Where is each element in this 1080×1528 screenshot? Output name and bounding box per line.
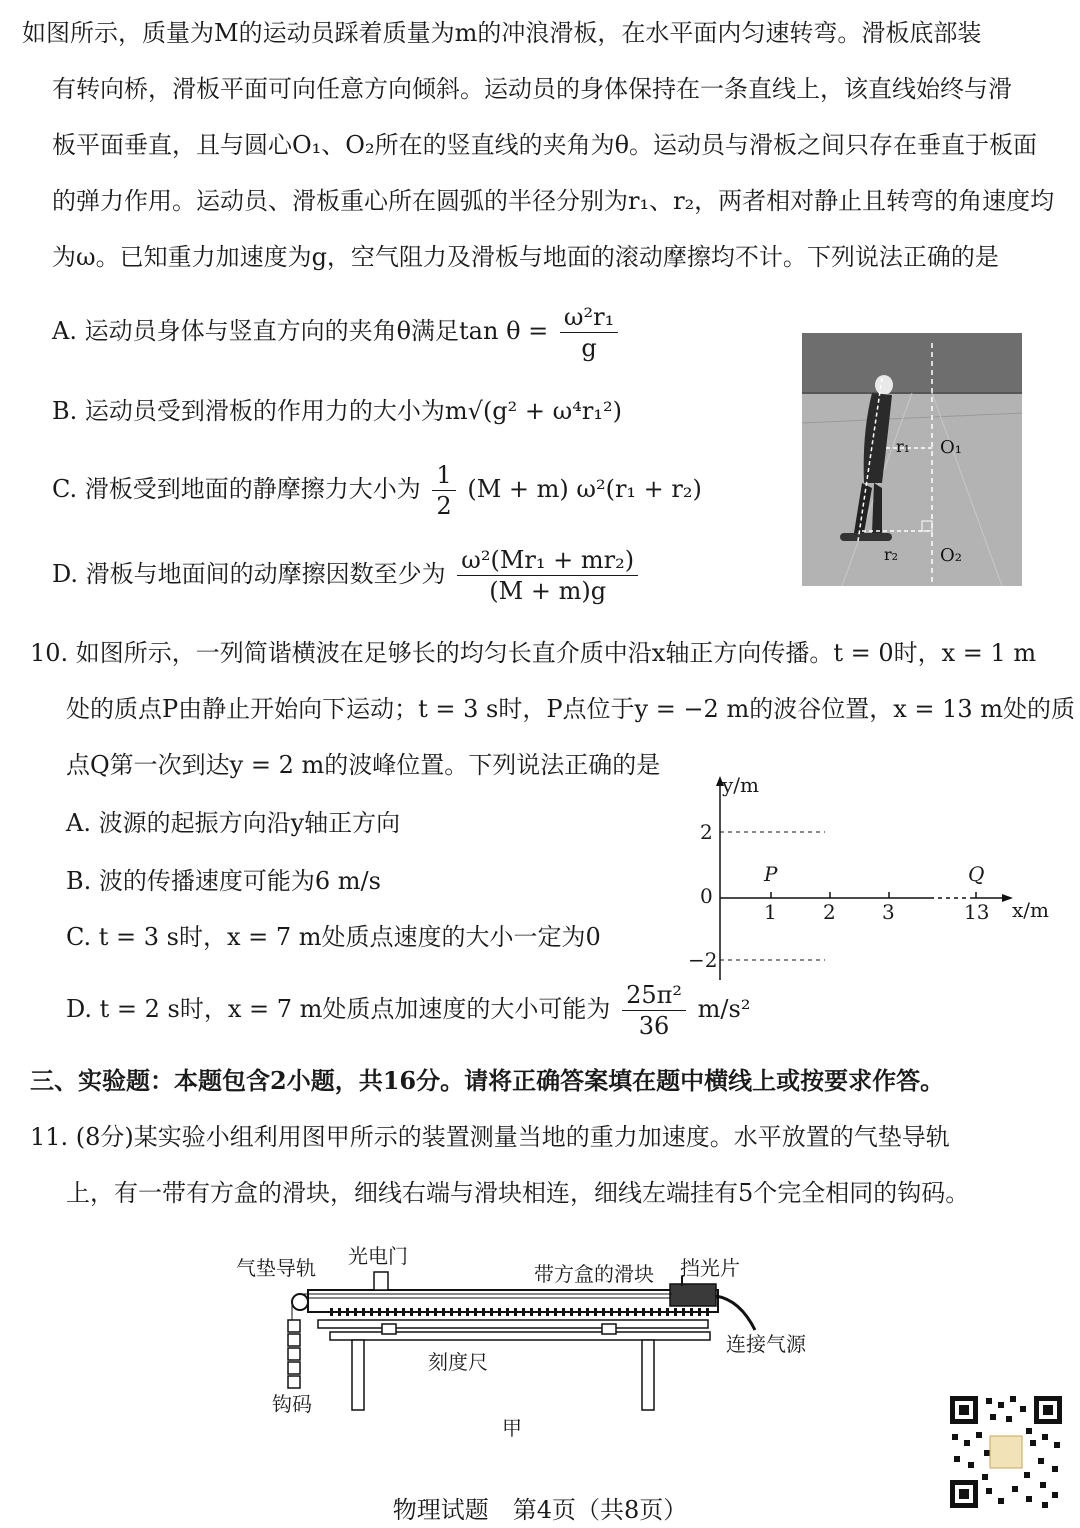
q9-option-a-denominator: g [581,334,597,362]
q10-option-d-fraction [622,980,686,1041]
photo-label-o1: O₁ [940,437,962,458]
q10-option-d-text: D. t = 2 s时，x = 7 m处质点加速度的大小可能为 [66,995,611,1023]
fig-label-ruler: 刻度尺 [428,1350,488,1374]
y-tick-0: 0 [700,884,713,908]
q10-line-1: 10. 如图所示，一列简谐横波在足够长的均匀长直介质中沿x轴正方向传播。t = 0时，x = 1 m [30,639,1037,667]
q9-line-1: 如图所示，质量为M的运动员踩着质量为m的冲浪滑板，在水平面内匀速转弯。滑板底部装 [22,19,982,47]
q9-option-d [52,545,642,606]
slider-block [670,1284,716,1306]
weight-3 [288,1348,300,1360]
q11-line-2: 上，有一带有方盒的滑块，细线右端与滑块相连，细线左端挂有5个完全相同的钩码。 [66,1179,970,1207]
q9-option-d-denominator: (M + m)g [489,577,607,605]
q10-option-d-denominator: 36 [638,1012,670,1040]
q9-option-c-denominator: 2 [436,492,452,520]
q9-option-d-fraction [457,545,638,606]
fig-label-gate: 光电门 [348,1244,408,1268]
pulley [292,1294,308,1310]
q9-option-c-text: C. 滑板受到地面的静摩擦力大小为 [52,475,421,503]
skateboarder-photo [802,333,1022,586]
q9-option-c-fraction [432,460,455,521]
q10-option-d-numerator: 25π² [622,980,686,1011]
x-tick-13: 13 [964,900,990,924]
wave-graph [680,770,1070,990]
x-tick-2: 2 [823,900,836,924]
table-leg-left [352,1340,364,1410]
fig-label-air: 连接气源 [726,1332,806,1356]
photogate [374,1272,388,1290]
q9-option-d-text: D. 滑板与地面间的动摩擦因数至少为 [52,560,446,588]
fig-label-rail: 气垫导轨 [236,1256,316,1280]
q10-option-d [66,980,750,1041]
point-p-label: P [764,862,778,886]
q10-option-d-unit: m/s² [697,995,751,1023]
q10-option-a: A. 波源的起振方向沿y轴正方向 [66,809,401,837]
apparatus-figure [270,1260,770,1420]
point-q-label: Q [968,862,985,886]
y-tick-2: 2 [700,820,713,844]
section-3-heading: 三、实验题：本题包含2小题，共16分。请将正确答案填在题中横线上或按要求作答。 [30,1066,945,1095]
support-left [382,1324,396,1334]
q9-option-a-fraction [560,302,618,363]
q9-option-c-numerator: 1 [432,460,455,491]
fig-caption: 甲 [502,1416,522,1440]
air-rail [308,1290,718,1312]
photo-label-r1: r₁ [896,437,911,456]
q9-line-3: 板平面垂直，且与圆心O₁、O₂所在的竖直线的夹角为θ。运动员与滑板之间只存在垂直于板面 [52,131,1038,159]
wave-graph-ylabel: y/m [722,773,760,797]
skateboarder-photo-drawing [802,333,1022,586]
q9-line-4: 的弹力作用。运动员、滑板重心所在圆弧的半径分别为r₁、r₂，两者相对静止且转弯的角速度均 [52,187,1055,215]
support-right [602,1324,616,1334]
q10-line-2: 处的质点P由静止开始向下运动；t = 3 s时，P点位于y = −2 m的波谷位置，x = 13 m处的质 [66,695,1076,723]
q10-option-c: C. t = 3 s时，x = 7 m处质点速度的大小一定为0 [66,923,601,951]
q10-option-b: B. 波的传播速度可能为6 m/s [66,867,381,895]
q9-option-a-numerator: ω²r₁ [560,302,618,333]
q9-line-5: 为ω。已知重力加速度为g，空气阻力及滑板与地面的滚动摩擦均不计。下列说法正确的是 [52,243,999,271]
q9-option-d-numerator: ω²(Mr₁ + mr₂) [457,545,638,576]
wave-graph-xlabel: x/m [1012,898,1049,922]
ruler-bar [318,1320,708,1328]
photo-label-o2: O₂ [940,545,962,566]
q9-option-b: B. 运动员受到滑板的作用力的大小为m√(g² + ω⁴r₁²) [52,397,622,425]
q9-option-c [52,460,702,521]
table-leg-right [642,1340,654,1410]
photo-label-r2: r₂ [884,545,899,564]
fig-label-slider: 带方盒的滑块 [534,1262,654,1286]
q9-option-c-tail: (M + m) ω²(r₁ + r₂) [467,475,702,503]
q11-line-1: 11. (8分)某实验小组利用图甲所示的装置测量当地的重力加速度。水平放置的气垫导轨 [30,1123,950,1151]
y-tick-neg2: −2 [688,948,718,972]
q9-line-2: 有转向桥，滑板平面可向任意方向倾斜。运动员的身体保持在一条直线上，该直线始终与滑 [52,75,1012,103]
fig-label-flag: 挡光片 [680,1256,740,1280]
weight-4 [288,1362,300,1374]
weight-1 [288,1320,300,1332]
air-hose [716,1296,755,1330]
fig-label-weights: 钩码 [272,1392,312,1416]
page-footer: 物理试题 第4页（共8页） [392,1496,688,1524]
weight-2 [288,1334,300,1346]
q9-option-a-text: A. 运动员身体与竖直方向的夹角θ满足tan θ = [52,317,549,345]
q9-option-a [52,302,622,363]
x-tick-3: 3 [882,900,895,924]
weight-5 [288,1376,300,1388]
q10-line-3: 点Q第一次到达y = 2 m的波峰位置。下列说法正确的是 [66,751,661,779]
x-tick-1: 1 [764,900,777,924]
